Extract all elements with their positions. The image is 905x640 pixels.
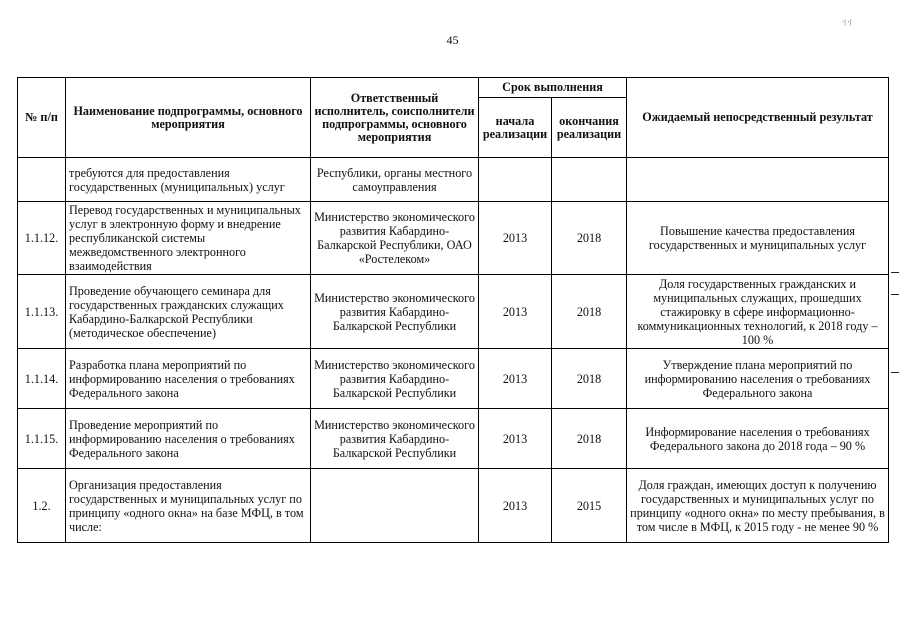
header-name: Наименование подпрограммы, основного мероприятия	[66, 78, 311, 158]
table-row	[18, 202, 889, 275]
page-number: 45	[446, 33, 459, 47]
row-end: 2015	[552, 469, 627, 543]
header-responsible: Ответственный исполнитель, соисполнители подпрограммы, основного мероприятия	[311, 78, 479, 158]
row-start: 2013	[479, 349, 552, 409]
margin-mark	[891, 372, 899, 373]
row-result: Информирование населения о требованиях Федерального закона до 2018 года – 90 %	[627, 409, 889, 469]
row-responsible: Министерство экономического развития Кабардино-Балкарской Республики	[311, 275, 479, 349]
program-table	[17, 77, 889, 543]
row-responsible	[311, 469, 479, 543]
row-num: 1.2.	[18, 469, 66, 543]
row-responsible: Республики, органы местного самоуправления	[311, 158, 479, 202]
row-end	[552, 158, 627, 202]
header-num: № п/п	[18, 78, 66, 158]
row-result: Доля граждан, имеющих доступ к получению государственных и муниципальных услуг по принципу «одного окна» по месту пребывания, в том числе в МФЦ, к 2015 году - не менее 90 %	[627, 469, 889, 543]
header-result: Ожидаемый непосредственный результат	[627, 78, 889, 158]
row-start: 2013	[479, 202, 552, 275]
row-start	[479, 158, 552, 202]
row-num: 1.1.15.	[18, 409, 66, 469]
table-row	[18, 409, 889, 469]
row-result: Доля государственных гражданских и муниципальных служащих, прошедших стажировку в сфере информационно-коммуникационных технологий, к 2018 году – 100 %	[627, 275, 889, 349]
row-end: 2018	[552, 275, 627, 349]
row-start: 2013	[479, 409, 552, 469]
row-name: Проведение обучающего семинара для государственных гражданских служащих Кабардино-Балкарской Республики (методическое обеспечение)	[66, 275, 311, 349]
row-name: Разработка плана мероприятий по информированию населения о требованиях Федерального закона	[66, 349, 311, 409]
row-num: 1.1.12.	[18, 202, 66, 275]
margin-mark	[891, 272, 899, 273]
row-responsible: Министерство экономического развития Кабардино-Балкарской Республики, ОАО «Ростелеком»	[311, 202, 479, 275]
row-end: 2018	[552, 202, 627, 275]
row-name: требуются для предоставления государственных (муниципальных) услуг	[66, 158, 311, 202]
row-name: Организация предоставления государственных и муниципальных услуг по принципу «одного окна» на базе МФЦ, в том числе:	[66, 469, 311, 543]
header-start: начала реализации	[479, 98, 552, 158]
row-start: 2013	[479, 469, 552, 543]
row-start: 2013	[479, 275, 552, 349]
row-num: 1.1.13.	[18, 275, 66, 349]
row-result	[627, 158, 889, 202]
header-end: окончания реализации	[552, 98, 627, 158]
table-row	[18, 158, 889, 202]
header-period: Срок выполнения	[479, 78, 627, 98]
row-responsible: Министерство экономического развития Кабардино-Балкарской Республики	[311, 349, 479, 409]
row-responsible: Министерство экономического развития Кабардино-Балкарской Республики	[311, 409, 479, 469]
row-end: 2018	[552, 349, 627, 409]
row-num: 1.1.14.	[18, 349, 66, 409]
table-row	[18, 275, 889, 349]
margin-mark	[891, 294, 899, 295]
row-num	[18, 158, 66, 202]
table-row	[18, 349, 889, 409]
scan-speck: ·| ·|	[842, 18, 852, 26]
row-result: Утверждение плана мероприятий по информированию населения о требованиях Федерального закона	[627, 349, 889, 409]
row-end: 2018	[552, 409, 627, 469]
row-name: Перевод государственных и муниципальных услуг в электронную форму и внедрение республиканской системы межведомственного электронного взаимодействия	[66, 202, 311, 275]
row-result: Повышение качества предоставления государственных и муниципальных услуг	[627, 202, 889, 275]
row-name: Проведение мероприятий по информированию населения о требованиях Федерального закона	[66, 409, 311, 469]
table-row	[18, 469, 889, 543]
